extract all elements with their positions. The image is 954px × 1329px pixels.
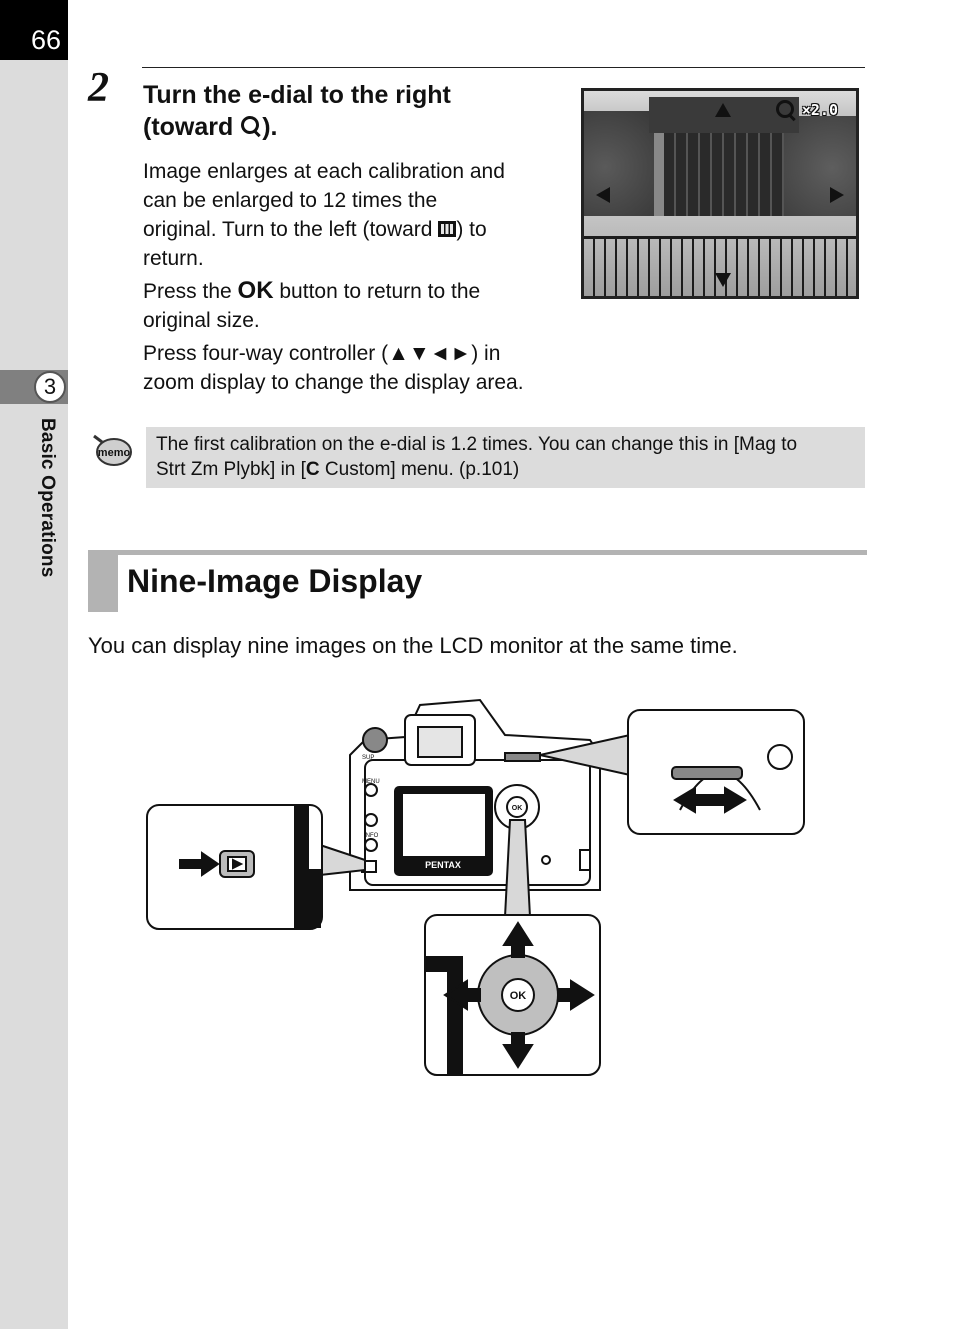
memo-text: Custom] menu. (p.101) [319,459,520,480]
ok-button-glyph: OK [237,277,274,304]
para-text: Press the [143,280,238,303]
brand-label: PENTAX [425,860,461,870]
ok-button-label: OK [511,805,523,812]
ok-button-label: OK [509,990,527,1002]
section-rule [88,550,867,555]
scroll-left-arrow-icon [596,187,610,203]
para-line [143,276,480,306]
paragraph-ok [143,276,480,335]
section-marker [88,550,118,612]
step-title [143,79,563,143]
scroll-up-arrow-icon [715,103,731,117]
scroll-down-arrow-icon [715,273,731,287]
para-text: original. Turn to the left (toward [143,218,439,241]
zoom-level-value: ×2.0 [801,101,838,119]
memo-line: The first calibration on the e-dial is 1.2 times. You can change this in [Mag to [156,434,798,455]
step-title-prefix: (toward [143,113,241,141]
para-line: zoom display to change the display area. [143,371,524,394]
menu-button-label: MENU [362,779,380,785]
para-line: original size. [143,309,260,332]
zoom-level-label [775,99,838,119]
chapter-title: Basic Operations [37,418,58,578]
paragraph-enlarge [143,157,505,273]
photo-gate [664,133,784,223]
info-button-label: INFO [364,833,379,839]
memo-line [156,457,855,482]
memo-text: Strt Zm Plybk] in [ [156,459,306,480]
step-title-suffix: ). [262,113,278,141]
page-number: 66 [0,0,68,60]
top-rule [142,67,865,68]
sup-label: SUP [362,755,375,761]
nine-image-icon [438,221,456,237]
memo-note [146,427,865,488]
para-line [143,215,505,244]
photo-fence [584,236,856,299]
custom-menu-icon: C [305,459,320,480]
playback-button-callout [147,805,365,929]
step-title-line2 [143,111,563,143]
para-text: ) to [456,218,487,241]
section-title: Nine-Image Display [127,563,423,599]
chapter-number: 3 [34,371,66,403]
camera-back [350,700,600,890]
magnify-icon [775,99,793,117]
para-line: can be enlarged to 12 times the [143,189,438,212]
section-body: You can display nine images on the LCD monitor at the same time. [88,633,738,658]
camera-illustration [140,695,810,1080]
paragraph-four-way [143,339,524,397]
para-line: Press four-way controller (▲▼◄►) in [143,342,501,365]
para-text: button to return to the [273,280,481,303]
scroll-right-arrow-icon [830,187,844,203]
para-line: Image enlarges at each calibration and [143,160,505,183]
zoom-playback-photo [581,88,859,299]
para-line: return. [143,247,204,270]
memo-icon-label: memo [97,447,131,459]
step-number: 2 [88,65,109,111]
memo-icon [92,432,132,468]
magnify-icon [240,115,262,137]
step-title-line1: Turn the e-dial to the right [143,81,451,109]
chapter-sidebar [0,0,68,1329]
